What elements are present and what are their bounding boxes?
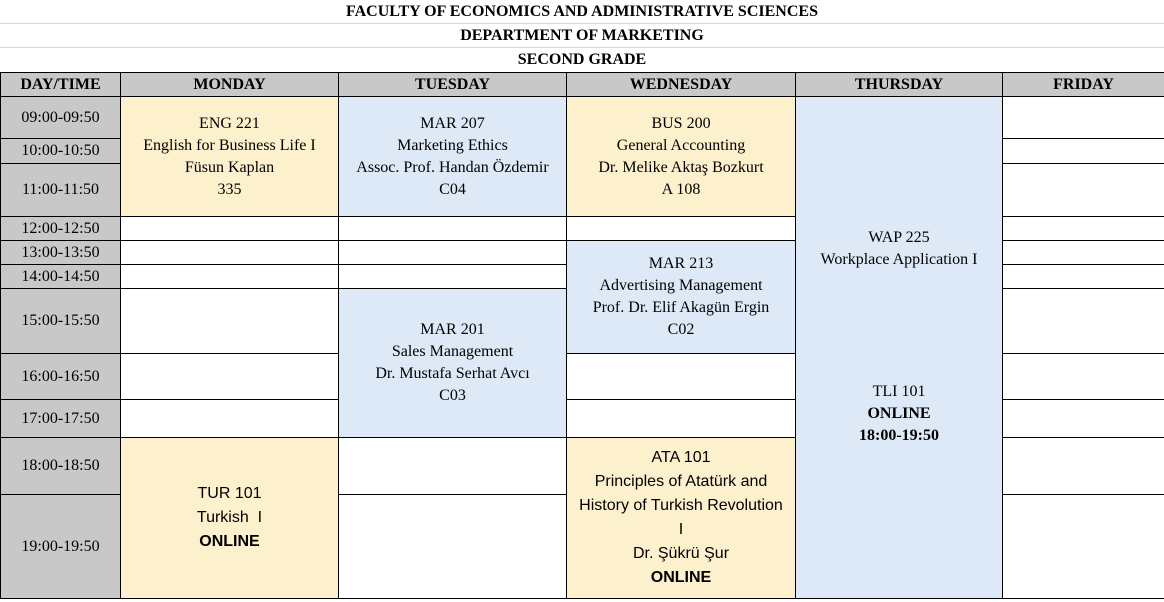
course-cell-thursday: [796, 97, 1003, 599]
course-code: WAP 225: [868, 228, 930, 246]
course-instructor: Dr. Mustafa Serhat Avcı: [375, 365, 530, 382]
course-name: General Accounting: [616, 136, 746, 154]
course-name: Turkish I: [196, 509, 263, 526]
header-monday: MONDAY: [121, 73, 339, 97]
empty-cell: [339, 495, 567, 599]
course-code: TLI 101: [872, 382, 926, 400]
course-code: ATA 101: [651, 449, 711, 466]
time-slot: 18:00-18:50: [1, 438, 121, 495]
course-instructor: Prof. Dr. Elif Akagün Ergin: [592, 299, 770, 316]
empty-cell: [121, 241, 339, 265]
empty-cell: [339, 217, 567, 241]
empty-cell: [567, 400, 796, 438]
course-instructor: Dr. Melike Aktaş Bozkurt: [598, 158, 764, 176]
course-room: C03: [439, 387, 466, 404]
empty-cell: [339, 265, 567, 289]
time-slot: 14:00-14:50: [1, 265, 121, 289]
course-room: C02: [667, 321, 695, 338]
empty-cell: [567, 217, 796, 241]
empty-cell: [1003, 164, 1164, 217]
course-instructor: Füsun Kaplan: [184, 158, 275, 176]
empty-cell: [121, 354, 339, 400]
course-instructor: Assoc. Prof. Handan Özdemir: [356, 158, 549, 176]
header-daytime: DAY/TIME: [1, 73, 121, 97]
header-friday: FRIDAY: [1003, 73, 1164, 97]
course-code: MAR 213: [648, 255, 714, 272]
course-name: Workplace Application I: [820, 250, 978, 268]
course-name: Marketing Ethics: [397, 136, 508, 154]
course-name-line3: I: [678, 521, 684, 538]
empty-cell: [1003, 217, 1164, 241]
time-slot: 09:00-09:50: [1, 97, 121, 139]
course-cell-eng221: [121, 97, 339, 217]
time-slot: 19:00-19:50: [1, 495, 121, 599]
course-code: BUS 200: [651, 114, 711, 132]
course-room: A 108: [661, 180, 701, 198]
course-cell-ata101: [567, 438, 796, 599]
course-instructor: Dr. Şükrü Şur: [632, 545, 730, 562]
course-room: 335: [217, 180, 242, 198]
course-name: Sales Management: [391, 343, 514, 360]
empty-cell: [1003, 241, 1164, 265]
course-cell-bus200: [567, 97, 796, 217]
course-name-line1: Principles of Atatürk and: [594, 473, 768, 490]
schedule-table: [0, 72, 1164, 599]
time-slot: 10:00-10:50: [1, 139, 121, 164]
faculty-title: FACULTY OF ECONOMICS AND ADMINISTRATIVE SCIENCES: [0, 0, 1164, 24]
empty-cell: [121, 289, 339, 354]
course-cell-mar207: [339, 97, 567, 217]
time-slot: 17:00-17:50: [1, 400, 121, 438]
time-slot: 13:00-13:50: [1, 241, 121, 265]
grade-title: SECOND GRADE: [517, 51, 647, 68]
course-mode: ONLINE: [199, 533, 260, 550]
empty-cell: [339, 438, 567, 495]
department-title: DEPARTMENT OF MARKETING: [0, 24, 1164, 48]
empty-cell: [1003, 289, 1164, 354]
empty-cell: [1003, 265, 1164, 289]
empty-cell: [567, 354, 796, 400]
course-room: C04: [439, 180, 466, 198]
empty-cell: [121, 217, 339, 241]
course-cell-tur101: [121, 438, 339, 599]
empty-cell: [1003, 354, 1164, 400]
empty-cell: [1003, 97, 1164, 139]
course-mode: ONLINE: [650, 569, 712, 586]
time-slot: 12:00-12:50: [1, 217, 121, 241]
time-slot: 16:00-16:50: [1, 354, 121, 400]
course-time: 18:00-19:50: [859, 426, 939, 444]
course-cell-mar201: [339, 289, 567, 438]
empty-cell: [339, 241, 567, 265]
course-code: TUR 101: [197, 485, 262, 502]
empty-cell: [121, 400, 339, 438]
course-cell-mar213: [567, 241, 796, 354]
course-name: Advertising Management: [599, 277, 763, 294]
course-mode: ONLINE: [867, 404, 931, 422]
empty-cell: [1003, 495, 1164, 599]
empty-cell: [1003, 400, 1164, 438]
empty-cell: [121, 265, 339, 289]
course-code: MAR 207: [420, 114, 485, 132]
header-thursday: THURSDAY: [796, 73, 1003, 97]
empty-cell: [1003, 438, 1164, 495]
time-slot: 11:00-11:50: [1, 164, 121, 217]
course-name: English for Business Life I: [143, 136, 316, 154]
course-code: ENG 221: [199, 114, 260, 132]
header-tuesday: TUESDAY: [339, 73, 567, 97]
time-slot: 15:00-15:50: [1, 289, 121, 354]
header-wednesday: WEDNESDAY: [567, 73, 796, 97]
course-name-line2: History of Turkish Revolution: [579, 497, 783, 514]
course-code: MAR 201: [420, 321, 485, 338]
empty-cell: [1003, 139, 1164, 164]
